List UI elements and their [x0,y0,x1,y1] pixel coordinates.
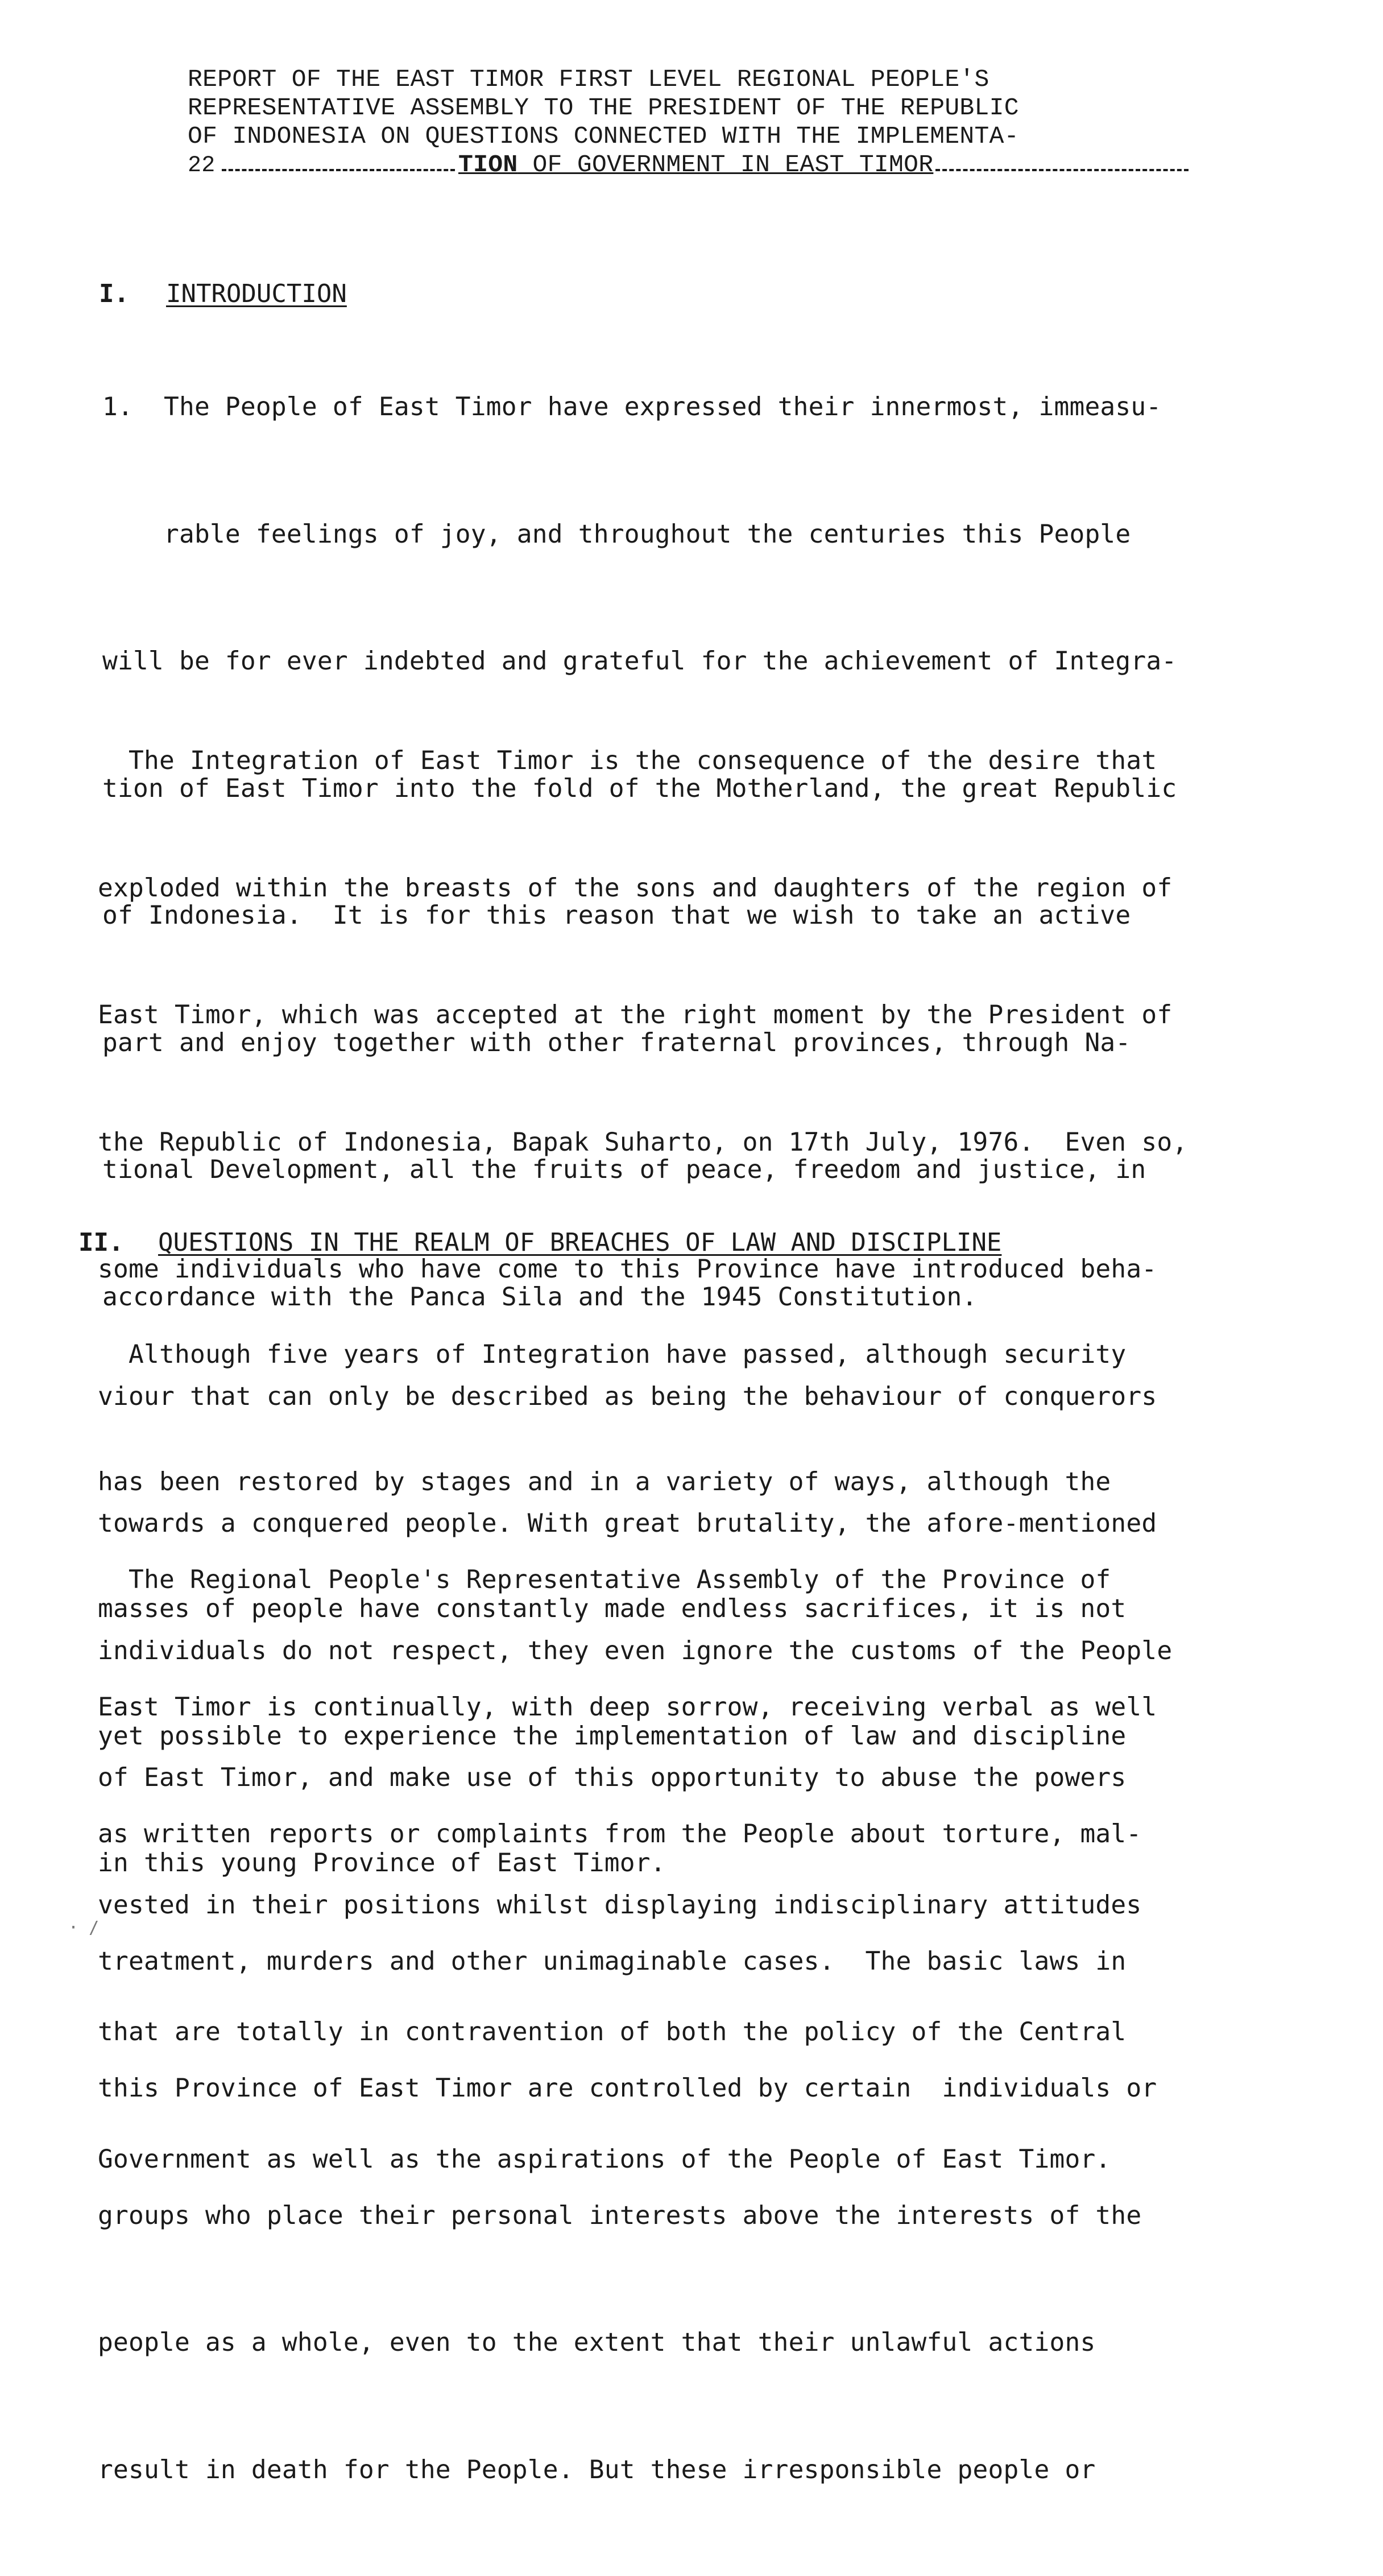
text-line: 1. The People of East Timor have expressed their innermost, immeasu- [102,392,1162,421]
text-line: some individuals who have come to this Province have introduced beha- [98,1255,1157,1284]
text-line: tion of East Timor into the fold of the Motherland, the great Republic [102,774,1177,803]
title-line-4 [188,151,1189,180]
text-line: towards a conquered people. With great brutality, the afore-mentioned [98,1509,1157,1538]
scan-mark: · / [68,1918,100,1938]
text-line: this Province of East Timor are controlled by certain individuals or [98,2074,1157,2103]
text-line: in this young Province of East Timor. [98,1849,666,1878]
text-line: Although five years of Integration have passed, although security [98,1340,1127,1369]
text-line: yet possible to experience the implementation of law and discipline [98,1721,1127,1751]
page-reference-number: 22 [188,153,216,179]
text-line: vested in their positions whilst displaying indisciplinary attitudes [98,1890,1142,1920]
text-line: The Regional People's Representative Assembly of the Province of [98,1565,1111,1594]
title-dashed-rule-left [222,151,455,171]
text-line: groups who place their personal interests above the interests of the [98,2201,1142,2230]
section-1-title: INTRODUCTION [165,279,347,308]
text-line: people as a whole, even to the extent that their unlawful actions [98,2328,1096,2357]
text-line: that are totally in contravention of both the policy of the Central [98,2017,1127,2046]
report-title [188,65,1189,180]
title-dashed-rule-right [935,151,1189,171]
title-last-text [458,151,933,179]
text-line: of Indonesia. It is for this reason that we wish to take an active [102,901,1131,930]
text-line: Government as well as the aspirations of the People of East Timor. [98,2144,1111,2174]
text-line: will be for ever indebted and grateful for the achievement of Integra- [102,647,1177,676]
text-line: individuals do not respect, they even ignore the customs of the People [98,1636,1173,1665]
text-line: masses of people have constantly made endless sacrifices, it is not [98,1594,1127,1623]
title-line-2: REPRESENTATIVE ASSEMBLY TO THE PRESIDENT OF THE REPUBLIC [188,94,1019,122]
section-2-title: QUESTIONS IN THE REALM OF BREACHES OF LAW AND DISCIPLINE [158,1228,1002,1257]
text-line: viour that can only be described as being the behaviour of conquerors [98,1382,1157,1411]
text-line: The Integration of East Timor is the consequence of the desire that [98,746,1157,775]
text-line: rable feelings of joy, and throughout the centuries this People [102,519,1131,549]
section-2-paragraph-2 [98,1474,1157,2576]
text-line: treatment, murders and other unimaginable cases. The basic laws in [98,1946,1127,1976]
title-line-1: REPORT OF THE EAST TIMOR FIRST LEVEL REGIONAL PEOPLE'S [188,65,989,93]
text-line: of East Timor, and make use of this opportunity to abuse the powers [98,1763,1127,1792]
text-line: East Timor is continually, with deep sorrow, receiving verbal as well [98,1692,1157,1722]
text-line: exploded within the breasts of the sons and daughters of the region of [98,873,1173,903]
text-line: East Timor, which was accepted at the right moment by the President of [98,1000,1173,1029]
text-line: as written reports or complaints from the People about torture, mal- [98,1820,1142,1849]
text-line: has been restored by stages and in a variety of ways, although the [98,1467,1111,1496]
text-line: tional Development, all the fruits of peace, freedom and justice, in [102,1155,1146,1184]
text-line: the Republic of Indonesia, Bapak Suharto, on 17th July, 1976. Even so, [98,1127,1188,1157]
title-bold-fragment: TION [458,151,518,179]
title-line-3: OF INDONESIA ON QUESTIONS CONNECTED WITH THE IMPLEMENTA- [188,122,1019,150]
text-line: result in death for the People. But these irresponsible people or [98,2455,1096,2484]
title-last-rest: OF GOVERNMENT IN EAST TIMOR [517,151,934,179]
text-line: accordance with the Panca Sila and the 1945 Constitution. [102,1282,978,1312]
section-2-number: II. [78,1228,124,1257]
section-1-number: I. [98,279,129,308]
text-line: part and enjoy together with other fraternal provinces, through Na- [102,1028,1131,1057]
